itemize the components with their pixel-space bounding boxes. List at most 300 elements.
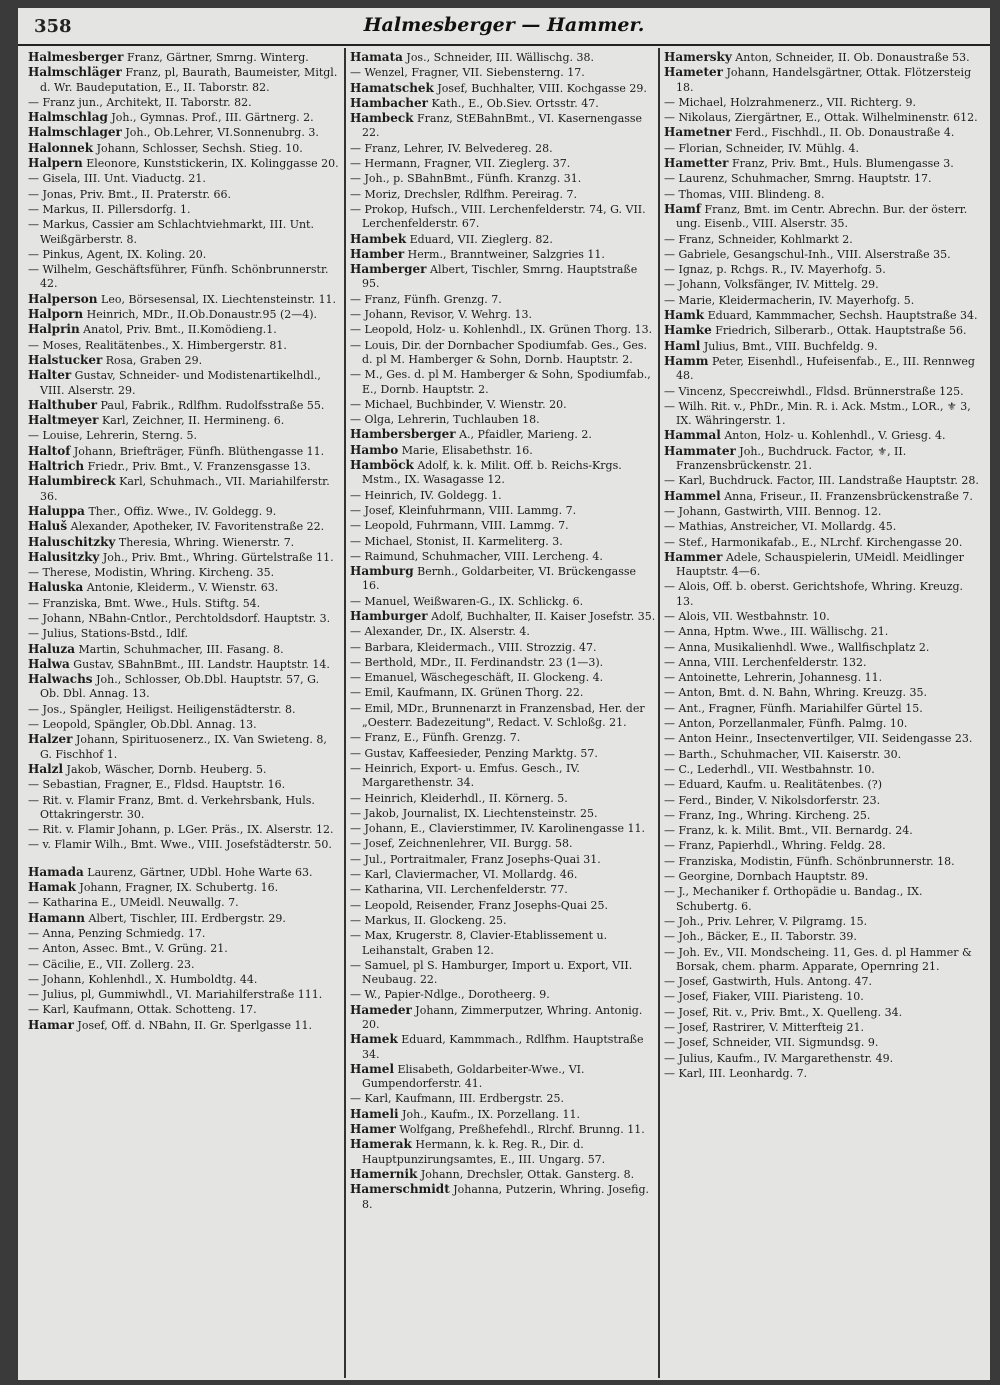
- directory-entry: [28, 292, 342, 307]
- entry-surname: Haltof: [28, 443, 71, 458]
- entry-details: — Anton, Assec. Bmt., V. Grüng. 21.: [28, 942, 228, 956]
- entry-details: — Markus, Cassier am Schlachtviehmarkt, III. Unt. Weißgärberstr. 8.: [28, 218, 314, 246]
- entry-details: — Johann, Volksfänger, IV. Mittelg. 29.: [664, 278, 879, 292]
- entry-details: Marie, Elisabethstr. 16.: [398, 443, 533, 457]
- directory-entry: [664, 110, 982, 125]
- entry-details: — Sebastian, Fragner, E., Fldsd. Hauptstr. 16.: [28, 778, 286, 792]
- entry-details: — Michael, Holzrahmenerz., VII. Richterg. 9.: [664, 95, 917, 109]
- directory-entry: [664, 974, 982, 989]
- entry-details: Joh., Buchdruck. Factor, ⚜, II. Franzensbrückenstr. 21.: [676, 444, 907, 473]
- directory-entry: [350, 1107, 656, 1122]
- directory-entry: [350, 534, 656, 549]
- directory-entry: [28, 322, 342, 337]
- entry-surname: Halpern: [28, 156, 83, 171]
- entry-details: Laurenz, Gärtner, UDbl. Hohe Warte 63.: [83, 865, 313, 879]
- entry-surname: Halprin: [28, 322, 80, 337]
- entry-details: Joh., Ob.Lehrer, VI.Sonnenubrg. 3.: [121, 126, 319, 140]
- directory-entry: [350, 307, 656, 322]
- directory-entry: [350, 1091, 656, 1106]
- entry-details: Eduard, Kammmacher, Sechsh. Hauptstraße 34.: [704, 309, 978, 323]
- entry-details: — Josef, Zeichnenlehrer, VII. Burgg. 58.: [350, 837, 573, 851]
- entry-details: Hermann, k. k. Reg. R., Dir. d. Hauptpunzirungsamtes, E., III. Ungarg. 57.: [362, 1138, 606, 1166]
- directory-entry: [28, 428, 342, 443]
- entry-surname: Hamerschmidt: [350, 1182, 450, 1197]
- entry-surname: Hamberger: [350, 262, 427, 277]
- entry-details: Wolfgang, Preßhefehdl., Rlrchf. Brunng. 11.: [395, 1123, 645, 1137]
- entry-details: — Franz, Fünfh. Grenzg. 7.: [350, 292, 502, 306]
- entry-details: — Olga, Lehrerin, Tuchlauben 18.: [350, 413, 540, 427]
- directory-entry: [28, 202, 342, 217]
- entry-details: Alexander, Apotheker, IV. Favoritenstraße 22.: [67, 520, 325, 534]
- entry-surname: Hametter: [664, 156, 729, 171]
- entry-surname: Halmschlager: [28, 125, 122, 140]
- directory-entry: [350, 96, 656, 111]
- directory-entry: [350, 701, 656, 731]
- entry-surname: Halmesberger: [28, 50, 124, 64]
- directory-entry: [664, 262, 982, 277]
- entry-details: — Prokop, Hufsch., VIII. Lerchenfelderstr. 74, G. VII. Lerchenfelderstr. 67.: [350, 202, 646, 231]
- entry-surname: Halstucker: [28, 352, 103, 367]
- entry-surname: Hamburg: [350, 564, 414, 579]
- entry-surname: Halonnek: [28, 140, 94, 155]
- directory-entry: [350, 171, 656, 186]
- entry-details: Franz, Bmt. im Centr. Abrechn. Bur. der österr. ung. Eisenb., VIII. Alserstr. 35.: [676, 202, 968, 231]
- entry-details: Franz, Gärtner, Smrng. Winterg.: [123, 51, 309, 64]
- entry-details: Heinrich, MDr., II.Ob.Donaustr.95 (2—4).: [83, 308, 318, 322]
- entry-details: — Alois, Off. b. oberst. Gerichtshofe, Whring. Kreuzg. 13.: [664, 580, 964, 608]
- directory-entry: [28, 911, 342, 926]
- directory-entry: [664, 171, 982, 186]
- directory-entry: [28, 822, 342, 837]
- entry-details: — Anna, VIII. Lerchenfelderstr. 132.: [664, 655, 867, 669]
- entry-details: — Franziska, Bmt. Wwe., Huls. Stiftg. 54.: [28, 596, 261, 610]
- directory-entry: [664, 823, 982, 838]
- directory-entry: [28, 550, 342, 565]
- entry-details: — Johann, E., Clavierstimmer, IV. Karolinengasse 11.: [350, 822, 645, 836]
- directory-entry: [350, 202, 656, 232]
- directory-entry: [350, 187, 656, 202]
- directory-entry: [664, 685, 982, 700]
- directory-entry: [664, 187, 982, 202]
- entry-surname: Hamersky: [664, 50, 732, 64]
- directory-entry: [664, 1020, 982, 1035]
- directory-entry: [28, 972, 342, 987]
- entry-details: — Max, Krugerstr. 8, Clavier-Etablissement u. Leihanstalt, Graben 12.: [350, 929, 608, 957]
- directory-entry: [350, 1122, 656, 1137]
- entry-details: Paul, Fabrik., Rdlfhm. Rudolfsstraße 55.: [97, 398, 325, 412]
- entry-details: — Jakob, Journalist, IX. Liechtensteinstr. 25.: [350, 806, 598, 820]
- entry-details: — Moses, Realitätenbes., X. Himbergerstr. 81.: [28, 338, 287, 352]
- entry-surname: Hamk: [664, 308, 705, 323]
- entry-details: — Alois, VII. Westbahnstr. 10.: [664, 609, 830, 623]
- directory-entry: [350, 427, 656, 442]
- entry-surname: Halzer: [28, 732, 73, 747]
- entry-surname: Hamerak: [350, 1137, 412, 1152]
- entry-details: Johanna, Putzerin, Whring. Josefig. 8.: [362, 1183, 650, 1211]
- entry-surname: Hambacher: [350, 95, 428, 110]
- entry-details: — Louis, Dir. der Dornbacher Spodiumfab. Ges., Ges. d. pl M. Hamberger & Sohn, Dornb. Hauptstr. 2.: [350, 338, 648, 366]
- entry-details: — Wilh. Rit. v., PhDr., Min. R. i. Ack. Mstm., LOR., ⚜ 3, IX. Währingerstr. 1.: [664, 399, 971, 428]
- directory-entry: [664, 339, 982, 354]
- directory-entry: [664, 945, 982, 975]
- entry-details: — Anton, Bmt. d. N. Bahn, Whring. Kreuzg. 35.: [664, 686, 928, 700]
- entry-details: — Julius, Stations-Bstd., Idlf.: [28, 627, 189, 641]
- directory-entry: [28, 368, 342, 398]
- directory-entry: [664, 808, 982, 823]
- directory-entry: [28, 413, 342, 428]
- directory-entry: [28, 865, 342, 880]
- directory-entry: [28, 65, 342, 95]
- entry-details: — Emil, MDr., Brunnenarzt in Franzensbad, Her. der „Oesterr. Badezeitung", Redact. V. Schloßg. 21.: [350, 701, 645, 730]
- entry-details: Joh., Gymnas. Prof., III. Gärtnerg. 2.: [107, 111, 314, 125]
- entry-details: Martin, Schuhmacher, III. Fasang. 8.: [75, 642, 284, 656]
- directory-entry: [350, 549, 656, 564]
- entry-details: — Johann, NBahn-Cntlor., Perchtoldsdorf. Hauptstr. 3.: [28, 611, 331, 625]
- entry-surname: Hamek: [350, 1032, 398, 1047]
- directory-entry: [350, 913, 656, 928]
- directory-entry: [350, 640, 656, 655]
- directory-entry: [28, 777, 342, 792]
- entry-details: — Franz, Schneider, Kohlmarkt 2.: [664, 232, 853, 246]
- directory-entry: [664, 293, 982, 308]
- entry-details: Franz, StEBahnBmt., VI. Kasernengasse 22.: [362, 112, 643, 140]
- directory-entry: [664, 914, 982, 929]
- entry-details: Albert, Tischler, Smrng. Hauptstraße 95.: [362, 263, 638, 291]
- directory-entry: [664, 747, 982, 762]
- entry-surname: Halwa: [28, 656, 70, 671]
- directory-entry: [350, 1003, 656, 1033]
- entry-surname: Haluš: [28, 519, 68, 534]
- entry-details: Josef, Buchhalter, VIII. Kochgasse 29.: [433, 81, 647, 95]
- entry-details: Joh., Schlosser, Ob.Dbl. Hauptstr. 57, G. Ob. Dbl. Annag. 13.: [40, 673, 320, 701]
- entry-surname: Haltmeyer: [28, 413, 99, 428]
- entry-details: Johann, Spirituosenerz., IX. Van Swieteng. 8, G. Fischhof 1.: [40, 733, 327, 761]
- directory-entry: [664, 929, 982, 944]
- directory-entry: [28, 95, 342, 110]
- directory-page: [18, 8, 990, 1380]
- directory-entry: [664, 519, 982, 534]
- entry-surname: Hamar: [28, 1017, 74, 1032]
- directory-entry: [350, 882, 656, 897]
- entry-details: Johann, Schlosser, Sechsh. Stieg. 10.: [93, 141, 303, 155]
- entry-details: — Franz, Ing., Whring. Kircheng. 25.: [664, 808, 871, 822]
- directory-entry: [664, 716, 982, 731]
- entry-details: — Julius, Kaufm., IV. Margarethenstr. 49.: [664, 1051, 894, 1065]
- entry-surname: Halthuber: [28, 397, 98, 412]
- directory-entry: [350, 836, 656, 851]
- entry-details: Ferd., Fischhdl., II. Ob. Donaustraße 4.: [731, 126, 955, 140]
- entry-surname: Hamak: [28, 880, 76, 895]
- entry-details: Gustav, SBahnBmt., III. Landstr. Hauptstr. 14.: [69, 657, 330, 671]
- entry-details: — Louise, Lehrerin, Sterng. 5.: [28, 429, 198, 443]
- entry-surname: Hamer: [350, 1122, 396, 1137]
- directory-entry: [350, 322, 656, 337]
- directory-entry: [664, 884, 982, 914]
- entry-details: — Pinkus, Agent, IX. Koling. 20.: [28, 247, 207, 261]
- entry-details: — C., Lederhdl., VII. Westbahnstr. 10.: [664, 762, 875, 776]
- entry-surname: Hamke: [664, 323, 712, 338]
- directory-entry: [664, 384, 982, 399]
- entry-surname: Halmschläger: [28, 65, 122, 80]
- directory-entry: [664, 579, 982, 609]
- entry-details: Johann, Zimmerputzer, Whring. Antonig. 20.: [362, 1003, 643, 1031]
- directory-entry: [350, 367, 656, 397]
- directory-entry: [28, 141, 342, 156]
- directory-entry: [350, 624, 656, 639]
- entry-details: — Wenzel, Fragner, VII. Siebensterng. 17.: [350, 66, 585, 80]
- directory-entry: [28, 732, 342, 762]
- entry-details: Jos., Schneider, III. Wällischg. 38.: [402, 51, 594, 64]
- directory-entry: [664, 473, 982, 488]
- entry-details: Eduard, Kammmach., Rdlfhm. Hauptstraße 34.: [362, 1033, 644, 1061]
- entry-surname: Hamber: [350, 246, 405, 261]
- entry-details: — Karl, Buchdruck. Factor, III. Landstraße Hauptstr. 28.: [664, 474, 979, 488]
- entry-details: — Wilhelm, Geschäftsführer, Fünfh. Schönbrunnerstr. 42.: [28, 263, 329, 291]
- directory-entry: [28, 262, 342, 292]
- entry-details: — Joh., Bäcker, E., II. Taborstr. 39.: [664, 930, 857, 944]
- entry-details: — Gustav, Kaffeesieder, Penzing Marktg. 57.: [350, 746, 598, 760]
- entry-details: — Franz, k. k. Milit. Bmt., VII. Bernardg. 24.: [664, 824, 913, 838]
- entry-details: — Raimund, Schuhmacher, VIII. Lercheng. 4.: [350, 549, 603, 563]
- directory-entry: [664, 655, 982, 670]
- entry-surname: Hamel: [350, 1061, 395, 1076]
- directory-entry: [28, 1002, 342, 1017]
- entry-details: Anna, Friseur., II. Franzensbrückenstraße 7.: [720, 489, 973, 503]
- directory-entry: [350, 987, 656, 1002]
- entry-surname: Hamata: [350, 50, 403, 64]
- directory-entry: [350, 655, 656, 670]
- entry-details: — Ferd., Binder, V. Nikolsdorferstr. 23.: [664, 793, 881, 807]
- entry-details: Jakob, Wäscher, Dornb. Heuberg. 5.: [63, 762, 267, 776]
- entry-details: — Franz, E., Fünfh. Grenzg. 7.: [350, 731, 521, 745]
- directory-entry: [350, 247, 656, 262]
- entry-details: — Josef, Rastrirer, V. Mitterfteig 21.: [664, 1021, 865, 1034]
- entry-details: Rosa, Graben 29.: [102, 353, 203, 367]
- entry-details: — Ant., Fragner, Fünfh. Mariahilfer Gürtel 15.: [664, 701, 923, 715]
- running-head: Halmesberger — Hammer.: [363, 14, 645, 36]
- entry-details: — Anna, Penzing Schmiedg. 17.: [28, 926, 206, 940]
- entry-details: — Barbara, Kleidermach., VIII. Strozzig. 47.: [350, 640, 597, 654]
- entry-details: Ther., Offiz. Wwe., IV. Goldegg. 9.: [84, 504, 277, 518]
- directory-entry: [350, 564, 656, 594]
- directory-entry: [350, 262, 656, 292]
- entry-details: Johann, Handelsgärtner, Ottak. Flötzersteig 18.: [676, 66, 972, 94]
- directory-entry: [664, 354, 982, 384]
- entry-details: — Stef., Harmonikafab., E., NLrchf. Kirchengasse 20.: [664, 535, 963, 549]
- directory-entry: [664, 701, 982, 716]
- entry-details: — v. Flamir Wilh., Bmt. Wwe., VIII. Josefstädterstr. 50.: [28, 838, 332, 852]
- entry-details: — Samuel, pl S. Hamburger, Import u. Export, VII. Neubaug. 22.: [350, 958, 633, 987]
- entry-details: Theresia, Whring. Wienerstr. 7.: [115, 535, 295, 549]
- entry-details: — Rit. v. Flamir Franz, Bmt. d. Verkehrsbank, Huls. Ottakringerstr. 30.: [28, 793, 315, 821]
- directory-entry: [664, 731, 982, 746]
- entry-details: — Markus, II. Glockeng. 25.: [350, 913, 507, 927]
- directory-entry: [28, 338, 342, 353]
- directory-entry: [350, 928, 656, 958]
- column-1: [28, 50, 342, 1376]
- directory-entry: [664, 489, 982, 504]
- entry-details: Antonie, Kleiderm., V. Wienstr. 63.: [83, 581, 279, 595]
- entry-surname: Hameli: [350, 1106, 399, 1121]
- entry-details: — Michael, Stonist, II. Karmeliterg. 3.: [350, 534, 563, 548]
- entry-details: Gustav, Schneider- und Modistenartikelhdl., VIII. Alserstr. 29.: [40, 369, 321, 397]
- entry-details: Johann, Briefträger, Fünfh. Blüthengasse 11.: [70, 444, 325, 458]
- entry-details: — Leopold, Spängler, Ob.Dbl. Annag. 13.: [28, 718, 257, 732]
- entry-details: Joh., Kaufm., IX. Porzellang. 11.: [398, 1107, 581, 1121]
- directory-entry: [350, 503, 656, 518]
- entry-details: — Joh. Ev., VII. Mondscheing. 11, Ges. d. pl Hammer & Borsak, chem. pharm. Apparate, Opernring 21.: [664, 945, 972, 973]
- entry-details: Karl, Zeichner, II. Hermineng. 6.: [98, 414, 285, 428]
- entry-surname: Hammater: [664, 443, 736, 458]
- directory-entry: [350, 1032, 656, 1062]
- entry-surname: Haluppa: [28, 503, 85, 518]
- directory-entry: [350, 518, 656, 533]
- directory-entry: [350, 791, 656, 806]
- directory-entry: [28, 474, 342, 504]
- entry-details: Franz, pl, Baurath, Baumeister, Mitgl. d. Wr. Baudeputation, E., II. Taborstr. 82.: [40, 66, 338, 94]
- entry-details: A., Pfaidler, Marieng. 2.: [455, 428, 592, 442]
- entry-details: — Marie, Kleidermacherin, IV. Mayerhofg. 5.: [664, 293, 915, 307]
- entry-details: Adolf, k. k. Milit. Off. b. Reichs-Krgs. Mstm., IX. Wasagasse 12.: [362, 459, 622, 487]
- entry-details: — Jul., Portraitmaler, Franz Josephs-Quai 31.: [350, 852, 601, 866]
- entry-details: — Anton, Porzellanmaler, Fünfh. Palmg. 10.: [664, 717, 908, 731]
- directory-entry: [664, 609, 982, 624]
- directory-entry: [664, 550, 982, 580]
- entry-details: — W., Papier-Ndlge., Dorotheerg. 9.: [350, 988, 550, 1002]
- directory-entry: [664, 777, 982, 792]
- entry-surname: Halusitzky: [28, 549, 100, 564]
- entry-surname: Hamada: [28, 864, 84, 879]
- entry-details: — Josef, Schneider, VII. Sigmundsg. 9.: [664, 1036, 879, 1050]
- directory-entry: [350, 81, 656, 96]
- directory-entry: [664, 504, 982, 519]
- column-3: [664, 50, 982, 1376]
- entry-surname: Hammel: [664, 488, 721, 503]
- directory-entry: [28, 217, 342, 247]
- directory-entry: [28, 611, 342, 626]
- column-rule: [344, 48, 346, 1378]
- entry-details: — Markus, II. Pillersdorfg. 1.: [28, 202, 191, 216]
- directory-entry: [664, 95, 982, 110]
- directory-entry: [28, 171, 342, 186]
- entry-surname: Hamböck: [350, 458, 414, 473]
- directory-entry: [28, 187, 342, 202]
- entry-surname: Haluza: [28, 641, 75, 656]
- column-rule: [658, 48, 660, 1378]
- entry-details: Anton, Schneider, II. Ob. Donaustraße 53.: [731, 51, 970, 64]
- directory-entry: [350, 730, 656, 745]
- entry-details: — Franz, Papierhdl., Whring. Feldg. 28.: [664, 839, 886, 853]
- directory-entry: [28, 895, 342, 910]
- directory-entry: [28, 398, 342, 413]
- entry-details: — Ignaz, p. Rchgs. R., IV. Mayerhofg. 5.: [664, 263, 886, 277]
- entry-details: — Manuel, Weißwaren-G., IX. Schlickg. 6.: [350, 594, 584, 608]
- entry-details: — Florian, Schneider, IV. Mühlg. 4.: [664, 141, 860, 155]
- entry-details: — Joh., Priv. Lehrer, V. Pilgramg. 15.: [664, 914, 868, 928]
- entry-details: — Georgine, Dornbach Hauptstr. 89.: [664, 870, 869, 884]
- directory-entry: [28, 50, 342, 65]
- directory-entry: [664, 1066, 982, 1081]
- entry-surname: Hamernik: [350, 1166, 418, 1181]
- directory-entry: [28, 926, 342, 941]
- entry-surname: Hamatschek: [350, 80, 434, 95]
- entry-details: — Mathias, Anstreicher, VI. Mollardg. 45.: [664, 520, 897, 534]
- entry-details: Elisabeth, Goldarbeiter-Wwe., VI. Gumpendorferstr. 41.: [362, 1062, 585, 1091]
- directory-entry: [664, 399, 982, 429]
- entry-details: — Barth., Schuhmacher, VII. Kaiserstr. 30.: [664, 747, 902, 761]
- directory-entry: [350, 338, 656, 368]
- directory-entry: [350, 852, 656, 867]
- entry-surname: Hameter: [664, 65, 723, 80]
- entry-surname: Haml: [664, 338, 701, 353]
- entry-surname: Halumbireck: [28, 474, 116, 489]
- directory-entry: [28, 1018, 342, 1033]
- directory-entry: [664, 156, 982, 171]
- directory-entry: [664, 1035, 982, 1050]
- directory-entry: [664, 535, 982, 550]
- directory-entry: [350, 412, 656, 427]
- directory-entry: [28, 353, 342, 368]
- directory-entry: [664, 989, 982, 1004]
- directory-entry: [350, 609, 656, 624]
- directory-entry: [350, 958, 656, 988]
- directory-entry: [28, 444, 342, 459]
- entry-details: — Emil, Kaufmann, IX. Grünen Thorg. 22.: [350, 686, 584, 700]
- directory-entry: [350, 761, 656, 791]
- directory-entry: [350, 1167, 656, 1182]
- directory-entry: [350, 1182, 656, 1212]
- directory-entry: [664, 141, 982, 156]
- directory-entry: [664, 247, 982, 262]
- directory-entry: [664, 624, 982, 639]
- entry-details: — Nikolaus, Ziergärtner, E., Ottak. Wilhelminenstr. 612.: [664, 111, 978, 125]
- directory-entry: [664, 762, 982, 777]
- directory-entry: [350, 458, 656, 488]
- entry-details: — Cäcilie, E., VII. Zollerg. 23.: [28, 957, 195, 971]
- entry-surname: Halwachs: [28, 672, 93, 687]
- directory-entry: [664, 1005, 982, 1020]
- entry-surname: Halporn: [28, 307, 84, 322]
- directory-entry: [28, 504, 342, 519]
- entry-details: — Jonas, Priv. Bmt., II. Praterstr. 66.: [28, 187, 232, 201]
- directory-entry: [350, 141, 656, 156]
- entry-surname: Hambersberger: [350, 427, 456, 442]
- entry-surname: Halperson: [28, 291, 98, 306]
- directory-entry: [664, 277, 982, 292]
- entry-details: — Anna, Hptm. Wwe., III. Wällischg. 21.: [664, 625, 889, 639]
- directory-entry: [664, 838, 982, 853]
- entry-details: — Hermann, Fragner, VII. Zieglerg. 37.: [350, 157, 571, 171]
- directory-entry: [664, 444, 982, 474]
- directory-entry: [28, 307, 342, 322]
- entry-details: — Jos., Spängler, Heiligst. Heiligenstädterstr. 8.: [28, 702, 296, 716]
- entry-details: — Gisela, III. Unt. Viaductg. 21.: [28, 172, 206, 186]
- directory-entry: [664, 670, 982, 685]
- directory-entry: [664, 793, 982, 808]
- entry-details: — Eduard, Kaufm. u. Realitätenbes. (?): [664, 778, 882, 792]
- entry-details: Karl, Schuhmach., VII. Mariahilferstr. 36.: [40, 475, 330, 503]
- directory-entry: [350, 670, 656, 685]
- directory-entry: [28, 957, 342, 972]
- directory-entry: [664, 869, 982, 884]
- directory-entry: [28, 657, 342, 672]
- directory-entry: [28, 941, 342, 956]
- directory-entry: [28, 642, 342, 657]
- entry-details: Adolf, Buchhalter, II. Kaiser Josefstr. 35.: [427, 609, 656, 623]
- directory-entry: [28, 110, 342, 125]
- entry-details: — Julius, pl, Gummiwhdl., VI. Mariahilferstraße 111.: [28, 988, 323, 1002]
- entry-surname: Hambo: [350, 442, 399, 457]
